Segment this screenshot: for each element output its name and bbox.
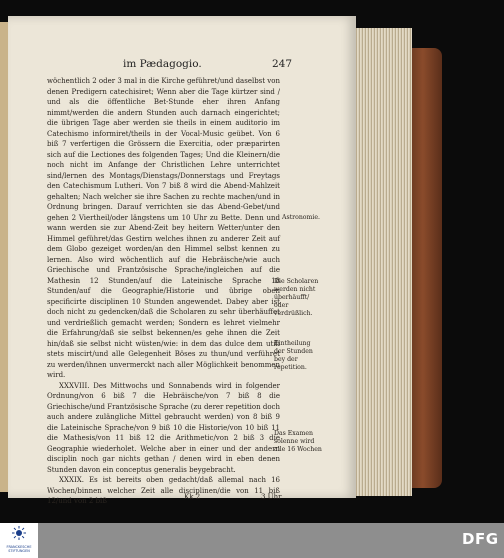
- page-stack-edges: [352, 28, 412, 496]
- sun-emblem-icon: [12, 526, 26, 542]
- dfg-logo[interactable]: DFG: [462, 530, 499, 548]
- marginal-note: Die Scholaren werden nicht überhäufft/ oder verdrüßlich.: [274, 278, 319, 317]
- footer-bar: [0, 523, 504, 558]
- paragraph: wöchentlich 2 oder 3 mal in die Kirche geführet/und daselbst von denen Predigern catechisiret; Wenn aber die Tage kürtzer sind / und als die öffentliche Bet-Stunde eher ihren Anfang nimmt/werden die andern Stunden auch darnach eingerichtet; die übrigen Tage aber werden sie theils in einem auditorio im Catechismo informiret/theils in der Vocal-Music geübet. Von 6 biß 7 verfertigen die Grössern die Exercitia, oder præparirten sich auf die Lectiones des folgenden Tages; Und die Kleinern/die noch nicht im Anfange der Christlichen Lehre unterrichtet sind/lernen des Montags/Dienstags/Donnerstags und Freytags den Catechismum Lutheri. Von 7 biß 8 wird die Abend-Mahlzeit gehalten; Nach welcher sie ihre Sachen zu rechte machen/und in Ordnung bringen. Darauf verrichten sie das Abend-Gebet/und gehen 2 Viertheil/oder längstens um 10 Uhr zu Bette. Denn und wann werden sie zur Abend-Zeit bey heitern Wetter/unter den Himmel geführet/das Gestirn welches ihnen zu anderer Zeit auf dem Globo gezeiget worden/an den Himmel selbst kennen zu lernen. Also wird wöchentlich auf die Hebräische/wie auch Griechische und Frantzösische Sprache/ingleichen auf die Mathesin 12 Stunden/auf die Lateinische Sprache 18 Stunden/auf die Geographie/Historie und übrige oben specificirte disciplinen 10 Stunden angewendet. Dabey aber ist doch nicht zu gedencken/daß die Scholaren zu sehr überhäuffet und verdrießlich gemacht werden; Sondern es lehret vielmehr die Erfahrung/daß sie selbst bekennen/es gehe ihnen die Zeit hin/daß sie selbst nicht wüsten/wie: in dem das dulce dem utili stets miscirt/und alle Gelegenheit Böses zu thun/und verführet zu werden/ihnen unvermerckt nach aller Möglichkeit benommen wird.: [47, 77, 280, 379]
- marginal-note: Astronomie.: [282, 214, 320, 221]
- book-page: [8, 16, 356, 505]
- paragraph: XXXIX. Es ist bereits oben gedacht/daß allemal nach 16 Wochen/binnen welcher Zeit alle disciplinen/die von 11 biß 12/und von 2 biß: [47, 476, 280, 505]
- catchword: 3 Uhr: [261, 493, 282, 501]
- book-cover-board: [410, 48, 442, 488]
- marginal-note: Das Examen solenne wird alle 16 Wochen: [274, 430, 322, 453]
- page-number: 247: [272, 58, 293, 70]
- running-title: im Pædagogio.: [123, 58, 202, 70]
- paragraph: XXXVIII. Des Mittwochs und Sonnabends wird in folgender Ordnung/von 6 biß 7 die Hebräische/von 7 biß 8 die Griechische/und Frantzösische Sprache (zu derer repetition doch auch andere zulängliche Mittel gebraucht werden) von 8 biß 9 die Lateinische Sprache/von 9 biß 10 die Historie/von 10 biß 11 die Mathesis/von 11 biß 12 die Arithmetic/von 2 biß 3 die Geographie wiederholet. Welche aber in einer und der andern disciplin noch gar nichts gethan / denen wird in eben denen Stunden davon ein conceptus generalis beygebracht.: [47, 381, 280, 474]
- body-text: [47, 76, 280, 507]
- institution-logo[interactable]: [0, 523, 38, 558]
- logo-text: FRANCKESCHE STIFTUNGEN: [6, 545, 32, 553]
- signature-mark: Kk 2: [184, 493, 201, 501]
- marginal-note: Eintheilung der Stunden bey der repetition.: [274, 340, 313, 371]
